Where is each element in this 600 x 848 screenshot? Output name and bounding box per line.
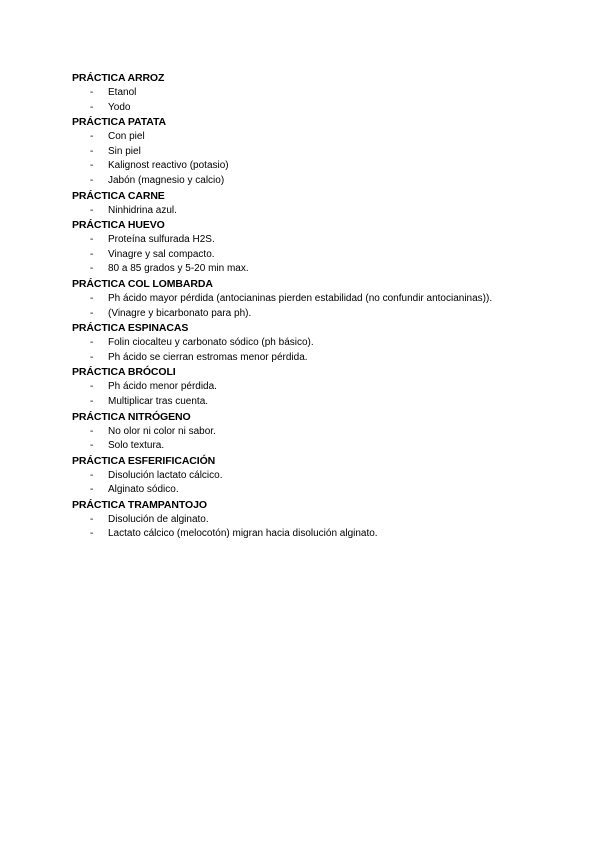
list-item-text: Disolución de alginato. (108, 513, 209, 525)
list-item (72, 204, 528, 219)
section-title: PRÁCTICA ESFERIFICACIÓN (72, 454, 216, 467)
list-item (72, 395, 528, 410)
section-title: PRÁCTICA PATATA (72, 116, 166, 129)
section-title: PRÁCTICA CARNE (72, 189, 165, 202)
list-item (72, 292, 528, 307)
list-item-text: Yodo (108, 101, 131, 113)
list-item (72, 351, 528, 366)
list-item (72, 145, 528, 160)
list-item (72, 307, 528, 322)
list-item-text: No olor ni color ni sabor. (108, 425, 216, 437)
bullet-dash: - (90, 469, 94, 481)
list-item (72, 174, 528, 189)
list-item-text: Sin piel (108, 145, 141, 157)
document-content (72, 71, 528, 542)
bullet-dash: - (90, 145, 94, 157)
bullet-dash: - (90, 204, 94, 216)
section-title: PRÁCTICA COL LOMBARDA (72, 277, 213, 290)
list-item-text: Folin ciocalteu y carbonato sódico (ph básico). (108, 337, 314, 349)
bullet-dash: - (90, 87, 94, 98)
list-item (72, 425, 528, 440)
section-list (72, 469, 528, 498)
list-item (72, 513, 528, 528)
list-item-text: Disolución lactato cálcico. (108, 469, 223, 481)
bullet-dash: - (90, 248, 94, 260)
bullet-dash: - (90, 174, 94, 186)
section-title: PRÁCTICA TRAMPANTOJO (72, 498, 207, 511)
section-list (72, 425, 528, 454)
list-item-text: Kalignost reactivo (potasio) (108, 160, 229, 172)
list-item (72, 262, 528, 277)
bullet-dash: - (90, 395, 94, 407)
bullet-dash: - (90, 263, 94, 275)
section-list (72, 292, 528, 321)
bullet-dash: - (90, 425, 94, 437)
bullet-dash: - (90, 351, 94, 363)
list-item (72, 101, 528, 116)
list-item-text: Solo textura. (108, 440, 165, 452)
list-item (72, 248, 528, 263)
list-item-text: Jabón (magnesio y calcio) (108, 174, 225, 186)
bullet-dash: - (90, 440, 94, 452)
list-item-text: Vinagre y sal compacto. (108, 248, 215, 260)
section-list (72, 336, 528, 365)
list-item (72, 159, 528, 174)
bullet-dash: - (90, 101, 94, 113)
bullet-dash: - (90, 484, 94, 496)
list-item-text: Con piel (108, 131, 145, 143)
list-item (72, 86, 528, 101)
list-item (72, 336, 528, 351)
bullet-dash: - (90, 528, 94, 540)
list-item-text: (Vinagre y bicarbonato para ph). (108, 307, 252, 319)
section-title: PRÁCTICA ARROZ (72, 72, 165, 84)
section-list (72, 233, 528, 277)
list-item-text: Ph ácido mayor pérdida (antocianinas pierden estabilidad (no confundir antocianinas)). (108, 292, 493, 304)
bullet-dash: - (90, 381, 94, 393)
bullet-dash: - (90, 131, 94, 143)
list-item-text: Ninhidrina azul. (108, 204, 177, 216)
list-item (72, 130, 528, 145)
list-item (72, 483, 528, 498)
list-item (72, 439, 528, 454)
section-title: PRÁCTICA ESPINACAS (72, 322, 189, 335)
list-item (72, 233, 528, 248)
list-item-text: 80 a 85 grados y 5-20 min max. (108, 263, 249, 275)
list-item-text: Alginato sódico. (108, 484, 179, 496)
bullet-dash: - (90, 307, 94, 319)
list-item-text: Multiplicar tras cuenta. (108, 395, 209, 407)
section-list (72, 380, 528, 409)
list-item (72, 380, 528, 395)
list-item-text: Proteína sulfurada H2S. (108, 234, 215, 246)
list-item-text: Lactato cálcico (melocotón) migran hacia disolución alginato. (108, 528, 378, 540)
section-list (72, 513, 528, 542)
section-list (72, 86, 528, 115)
section-title: PRÁCTICA BRÓCOLI (72, 366, 176, 379)
bullet-dash: - (90, 292, 94, 304)
section-title: PRÁCTICA NITRÓGENO (72, 410, 191, 423)
list-item (72, 527, 528, 542)
section-list (72, 130, 528, 188)
list-item-text: Ph ácido menor pérdida. (108, 381, 217, 393)
bullet-dash: - (90, 337, 94, 349)
section-list (72, 204, 528, 219)
bullet-dash: - (90, 513, 94, 525)
section-title: PRÁCTICA HUEVO (72, 219, 165, 232)
bullet-dash: - (90, 160, 94, 172)
list-item-text: Etanol (108, 87, 137, 98)
bullet-dash: - (90, 234, 94, 246)
list-item-text: Ph ácido se cierran estromas menor pérdida. (108, 351, 308, 363)
list-item (72, 469, 528, 484)
